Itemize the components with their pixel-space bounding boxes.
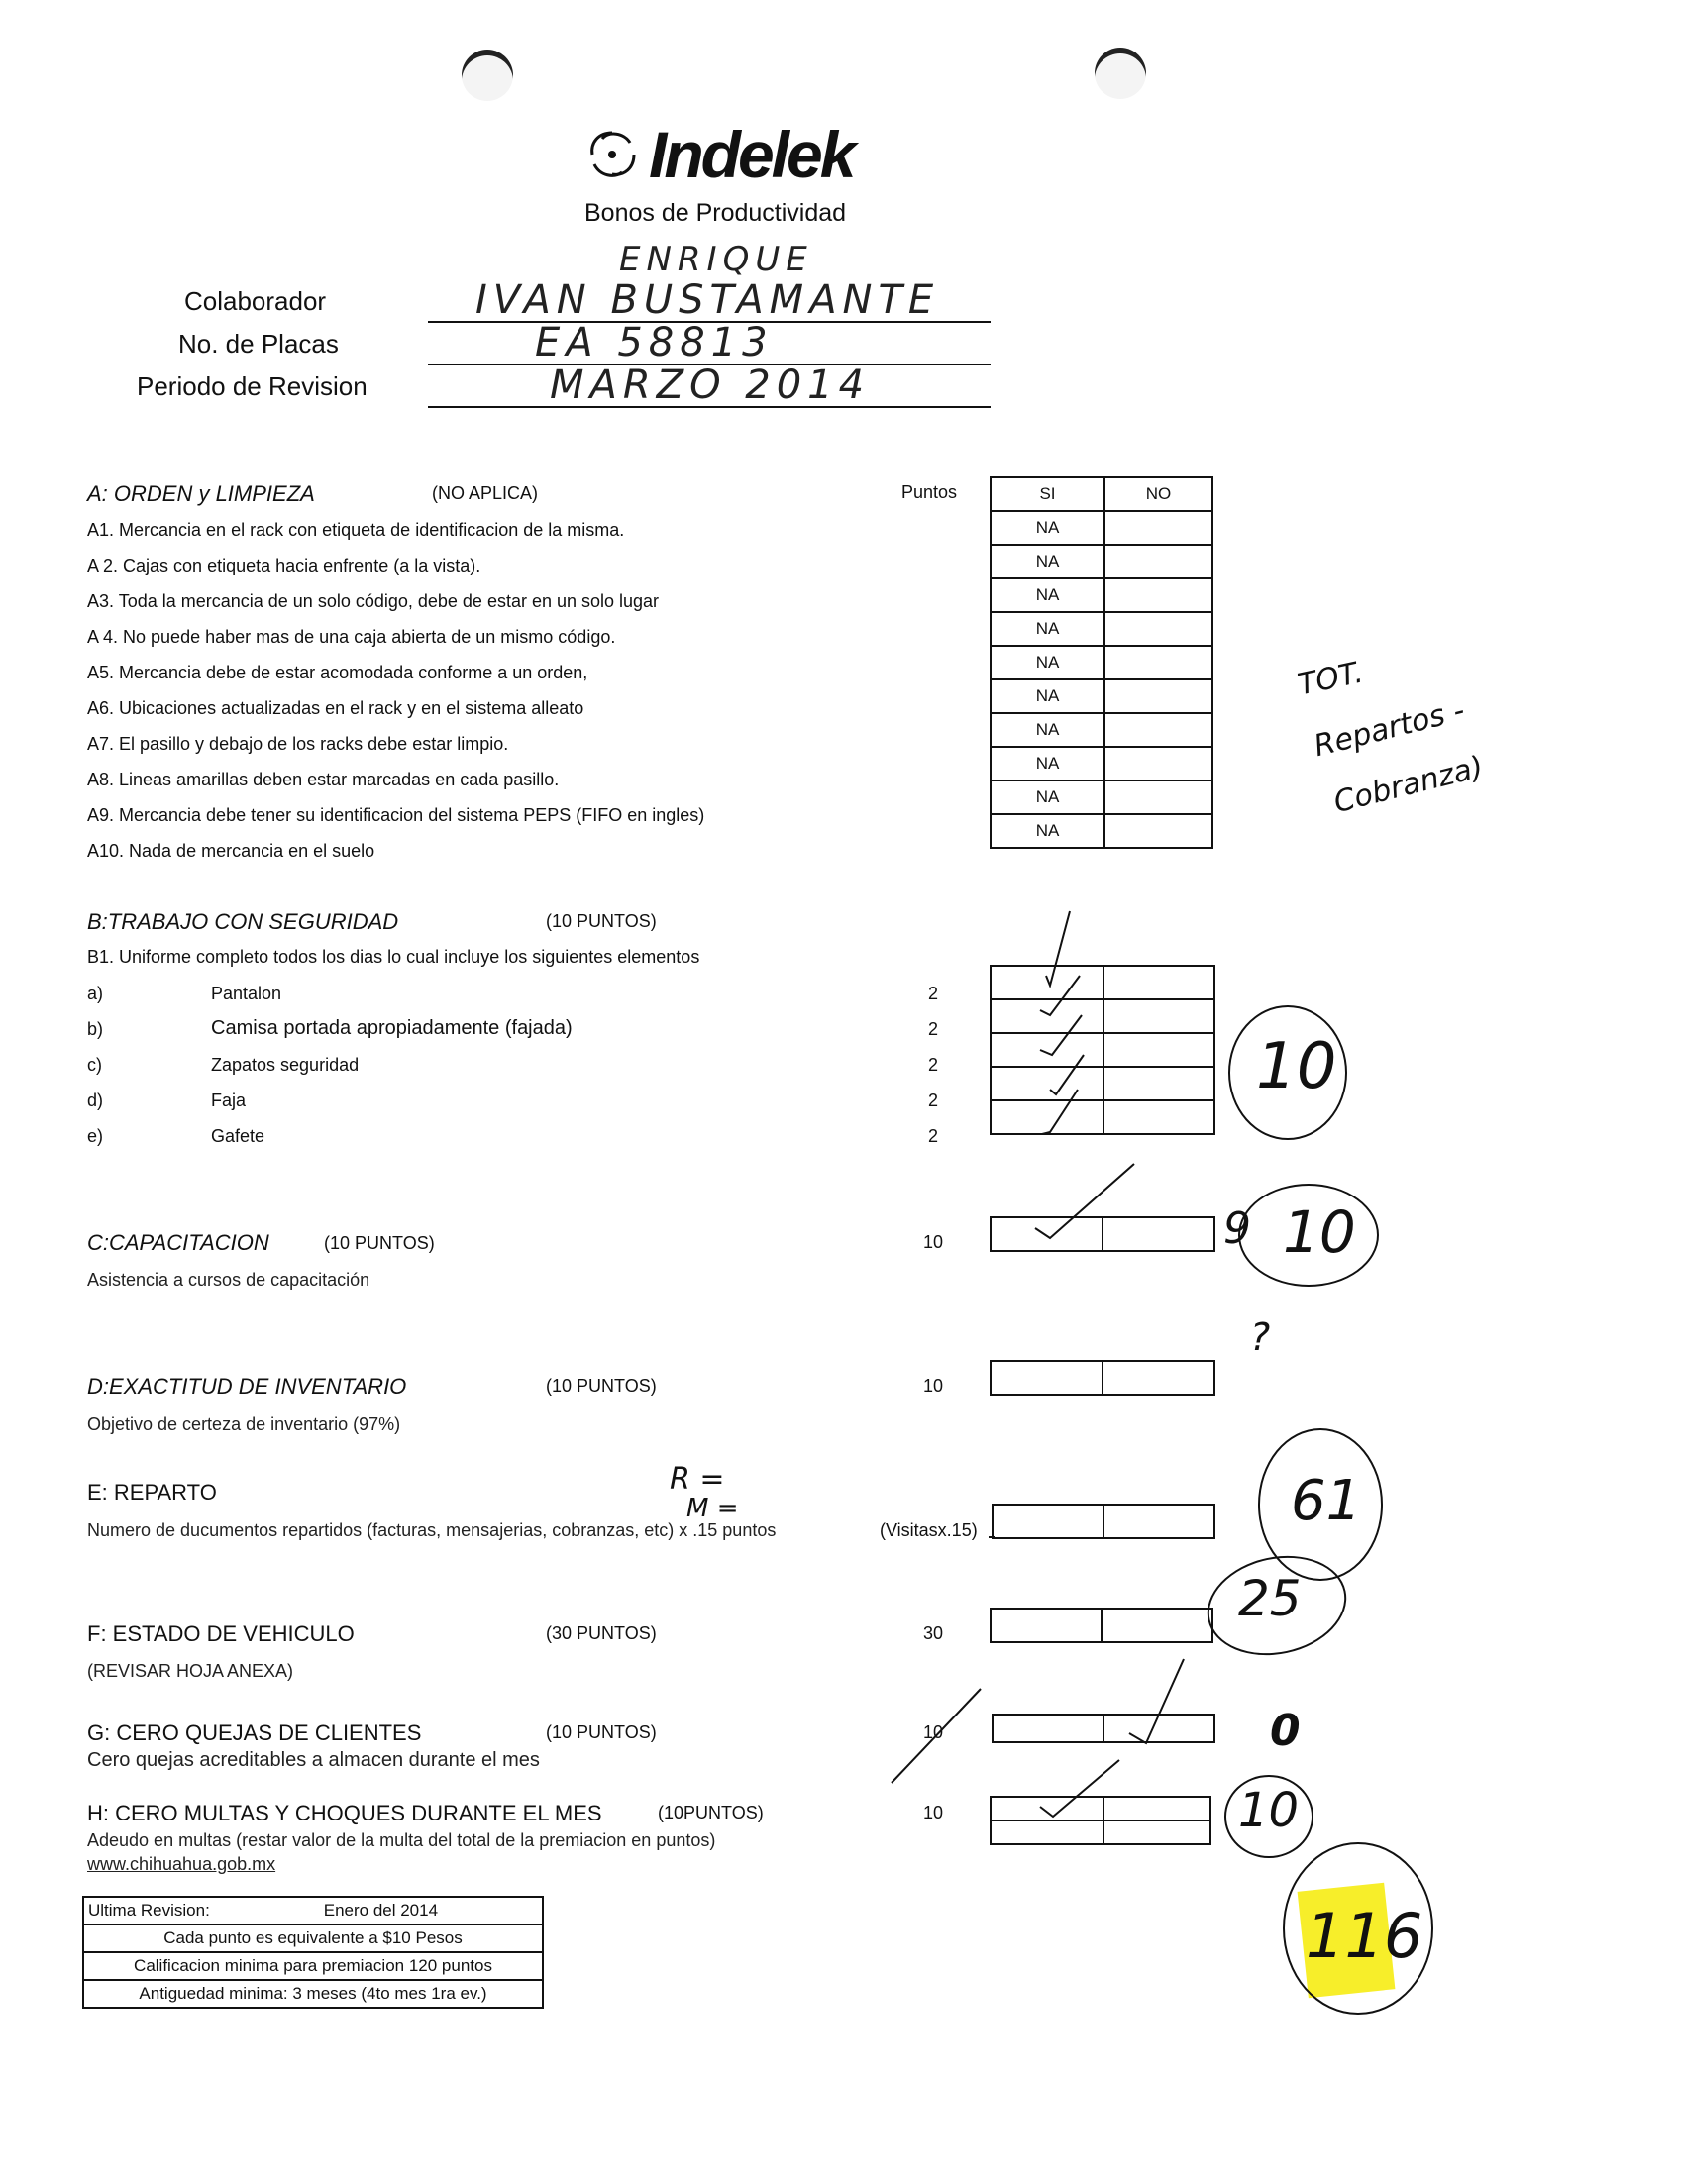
a1-no[interactable] bbox=[1104, 511, 1212, 545]
section-b-points-note: (10 PUNTOS) bbox=[546, 911, 657, 931]
handwritten-note-tot: TOT. bbox=[1295, 655, 1367, 703]
section-f-desc: (REVISAR HOJA ANEXA) bbox=[87, 1661, 294, 1681]
b-e-no[interactable] bbox=[1103, 1100, 1214, 1134]
section-d-box bbox=[990, 1360, 1215, 1396]
section-f-points-note: (30 PUNTOS) bbox=[546, 1623, 657, 1643]
d-no[interactable] bbox=[1102, 1362, 1213, 1394]
a7-si: NA bbox=[991, 713, 1104, 747]
a5-no[interactable] bbox=[1104, 646, 1212, 679]
section-d-title: D:EXACTITUD DE INVENTARIO bbox=[87, 1374, 407, 1399]
section-c-checkmark bbox=[1030, 1159, 1139, 1248]
info-punto-equivalente: Cada punto es equivalente a $10 Pesos bbox=[83, 1924, 543, 1952]
handwritten-e-m: M = bbox=[686, 1494, 739, 1523]
section-c-total: 10 bbox=[1283, 1198, 1356, 1266]
a4-si: NA bbox=[991, 612, 1104, 646]
section-h-checkmark bbox=[1035, 1755, 1124, 1824]
field-label-periodo: Periodo de Revision bbox=[137, 371, 368, 401]
item-a8: A8. Lineas amarillas deben estar marcadas en cada pasillo. bbox=[87, 770, 560, 789]
col-si-header: SI bbox=[991, 477, 1104, 511]
section-g-title: G: CERO QUEJAS DE CLIENTES bbox=[87, 1720, 422, 1745]
section-h-total: 10 bbox=[1238, 1783, 1300, 1838]
page-subtitle: Bonos de Productividad bbox=[584, 199, 847, 227]
item-b-d-text: Faja bbox=[211, 1091, 247, 1110]
indelek-logo-icon bbox=[584, 127, 640, 182]
handwritten-colaborador-name: IVAN BUSTAMANTE bbox=[475, 277, 940, 323]
section-e-total: 61 bbox=[1291, 1469, 1362, 1533]
a4-no[interactable] bbox=[1104, 612, 1212, 646]
item-b-b-text: Camisa portada apropiadamente (fajada) bbox=[211, 1017, 573, 1039]
info-antiguedad-minima: Antiguedad minima: 3 meses (4to mes 1ra ev.) bbox=[83, 1980, 543, 2008]
item-b-a-letter: a) bbox=[87, 984, 104, 1003]
item-a9: A9. Mercancia debe tener su identificacion del sistema PEPS (FIFO en ingles) bbox=[87, 805, 705, 825]
section-b-total: 10 bbox=[1256, 1030, 1337, 1103]
a6-si: NA bbox=[991, 679, 1104, 713]
section-d-desc: Objetivo de certeza de inventario (97%) bbox=[87, 1414, 401, 1434]
field-label-placas: No. de Placas bbox=[178, 329, 339, 359]
item-b-c-text: Zapatos seguridad bbox=[211, 1055, 360, 1075]
item-b-c-letter: c) bbox=[87, 1055, 102, 1075]
f-no[interactable] bbox=[1101, 1610, 1211, 1641]
section-f-points: 30 bbox=[923, 1623, 944, 1643]
section-b-checkmarks bbox=[1010, 906, 1119, 1144]
section-f-title: F: ESTADO DE VEHICULO bbox=[87, 1621, 355, 1646]
section-h-desc: Adeudo en multas (restar valor de la multa del total de la premiacion en puntos) bbox=[87, 1830, 716, 1850]
info-ultima-revision-label: Ultima Revision: bbox=[83, 1897, 320, 1924]
item-b-b-letter: b) bbox=[87, 1019, 104, 1039]
section-a-table bbox=[990, 476, 1213, 849]
b-a-no[interactable] bbox=[1103, 966, 1214, 999]
section-b-intro: B1. Uniforme completo todos los dias lo cual incluye los siguientes elementos bbox=[87, 947, 700, 967]
section-c-title: C:CAPACITACION bbox=[87, 1230, 269, 1255]
handwritten-placas: EA 58813 bbox=[535, 320, 774, 365]
info-calificacion-minima: Calificacion minima para premiacion 120 puntos bbox=[83, 1952, 543, 1980]
item-a10: A10. Nada de mercancia en el suelo bbox=[87, 841, 375, 861]
grand-total: 116 bbox=[1306, 1900, 1423, 1972]
section-c-points: 10 bbox=[923, 1232, 944, 1252]
section-d-points: 10 bbox=[923, 1376, 944, 1396]
item-b-e-points: 2 bbox=[928, 1126, 939, 1146]
a10-no[interactable] bbox=[1104, 814, 1212, 848]
a2-si: NA bbox=[991, 545, 1104, 578]
a8-si: NA bbox=[991, 747, 1104, 780]
item-b-c-points: 2 bbox=[928, 1055, 939, 1075]
item-b-a-text: Pantalon bbox=[211, 984, 282, 1003]
item-a6: A6. Ubicaciones actualizadas en el rack y en el sistema alleato bbox=[87, 698, 584, 718]
handwritten-question: ? bbox=[1250, 1315, 1271, 1359]
section-c-points-note: (10 PUNTOS) bbox=[324, 1233, 435, 1253]
a3-no[interactable] bbox=[1104, 578, 1212, 612]
punch-hole-right bbox=[1095, 48, 1146, 99]
item-b-b-points: 2 bbox=[928, 1019, 939, 1039]
section-d-points-note: (10 PUNTOS) bbox=[546, 1376, 657, 1396]
a9-si: NA bbox=[991, 780, 1104, 814]
a6-no[interactable] bbox=[1104, 679, 1212, 713]
f-si[interactable] bbox=[992, 1610, 1101, 1641]
section-h-title: H: CERO MULTAS Y CHOQUES DURANTE EL MES bbox=[87, 1801, 602, 1825]
handwritten-e-r: R = bbox=[670, 1462, 725, 1497]
item-a4: A 4. No puede haber mas de una caja abierta de un mismo código. bbox=[87, 627, 616, 647]
info-box bbox=[82, 1896, 544, 2009]
a9-no[interactable] bbox=[1104, 780, 1212, 814]
item-a5: A5. Mercancia debe de estar acomodada conforme a un orden, bbox=[87, 663, 588, 682]
a5-si: NA bbox=[991, 646, 1104, 679]
item-b-d-points: 2 bbox=[928, 1091, 939, 1110]
item-a2: A 2. Cajas con etiqueta hacia enfrente (a la vista). bbox=[87, 556, 481, 575]
section-b-title: B:TRABAJO CON SEGURIDAD bbox=[87, 909, 399, 934]
section-a-points-note: (NO APLICA) bbox=[432, 483, 539, 503]
e-si[interactable] bbox=[994, 1506, 1103, 1537]
section-c-prefix: 9 bbox=[1223, 1203, 1251, 1254]
section-h-link[interactable]: www.chihuahua.gob.mx bbox=[87, 1854, 276, 1874]
a8-no[interactable] bbox=[1104, 747, 1212, 780]
section-g-points-note: (10 PUNTOS) bbox=[546, 1722, 657, 1742]
section-e-desc: Numero de ducumentos repartidos (facturas, mensajerias, cobranzas, etc) x .15 puntos bbox=[87, 1520, 777, 1540]
item-a7: A7. El pasillo y debajo de los racks debe estar limpio. bbox=[87, 734, 509, 754]
d-si[interactable] bbox=[992, 1362, 1102, 1394]
a2-no[interactable] bbox=[1104, 545, 1212, 578]
e-no[interactable] bbox=[1103, 1506, 1213, 1537]
item-b-d-letter: d) bbox=[87, 1091, 104, 1110]
puntos-header: Puntos bbox=[901, 482, 958, 502]
item-a1: A1. Mercancia en el rack con etiqueta de identificacion de la misma. bbox=[87, 520, 625, 540]
section-g-points: 10 bbox=[923, 1722, 944, 1742]
handwritten-periodo: MARZO 2014 bbox=[550, 363, 871, 408]
a7-no[interactable] bbox=[1104, 713, 1212, 747]
item-b-e-text: Gafete bbox=[211, 1126, 265, 1146]
a1-si: NA bbox=[991, 511, 1104, 545]
section-e-points: (Visitasx.15) bbox=[880, 1520, 978, 1540]
col-no-header: NO bbox=[1104, 477, 1212, 511]
indelek-logo-text: Indelek bbox=[649, 118, 854, 191]
section-h-points-note: (10PUNTOS) bbox=[658, 1803, 764, 1822]
a10-si: NA bbox=[991, 814, 1104, 848]
handwritten-note-cobranza: Cobranza) bbox=[1330, 749, 1487, 821]
b-b-no[interactable] bbox=[1103, 999, 1214, 1033]
section-f-total: 25 bbox=[1238, 1570, 1302, 1627]
punch-hole-left bbox=[462, 50, 513, 101]
section-e-box bbox=[992, 1504, 1215, 1539]
item-b-e-letter: e) bbox=[87, 1126, 104, 1146]
handwritten-note-repartos: Repartos - bbox=[1311, 692, 1469, 765]
section-g-desc: Cero quejas acreditables a almacen durante el mes bbox=[87, 1749, 540, 1771]
section-e-title: E: REPARTO bbox=[87, 1480, 217, 1505]
section-h-points: 10 bbox=[923, 1803, 944, 1822]
section-f-box bbox=[990, 1608, 1213, 1643]
section-g-total: 0 bbox=[1270, 1706, 1301, 1756]
a3-si: NA bbox=[991, 578, 1104, 612]
b-c-no[interactable] bbox=[1103, 1033, 1214, 1067]
section-c-desc: Asistencia a cursos de capacitación bbox=[87, 1270, 370, 1290]
section-a-title: A: ORDEN y LIMPIEZA bbox=[87, 481, 315, 506]
b-d-no[interactable] bbox=[1103, 1067, 1214, 1100]
field-label-colaborador: Colaborador bbox=[184, 286, 327, 316]
handwritten-colaborador-first: ENRIQUE bbox=[619, 240, 813, 279]
info-ultima-revision-value: Enero del 2014 bbox=[320, 1897, 543, 1924]
item-b-a-points: 2 bbox=[928, 984, 939, 1003]
item-a3: A3. Toda la mercancia de un solo código, debe de estar en un solo lugar bbox=[87, 591, 660, 611]
